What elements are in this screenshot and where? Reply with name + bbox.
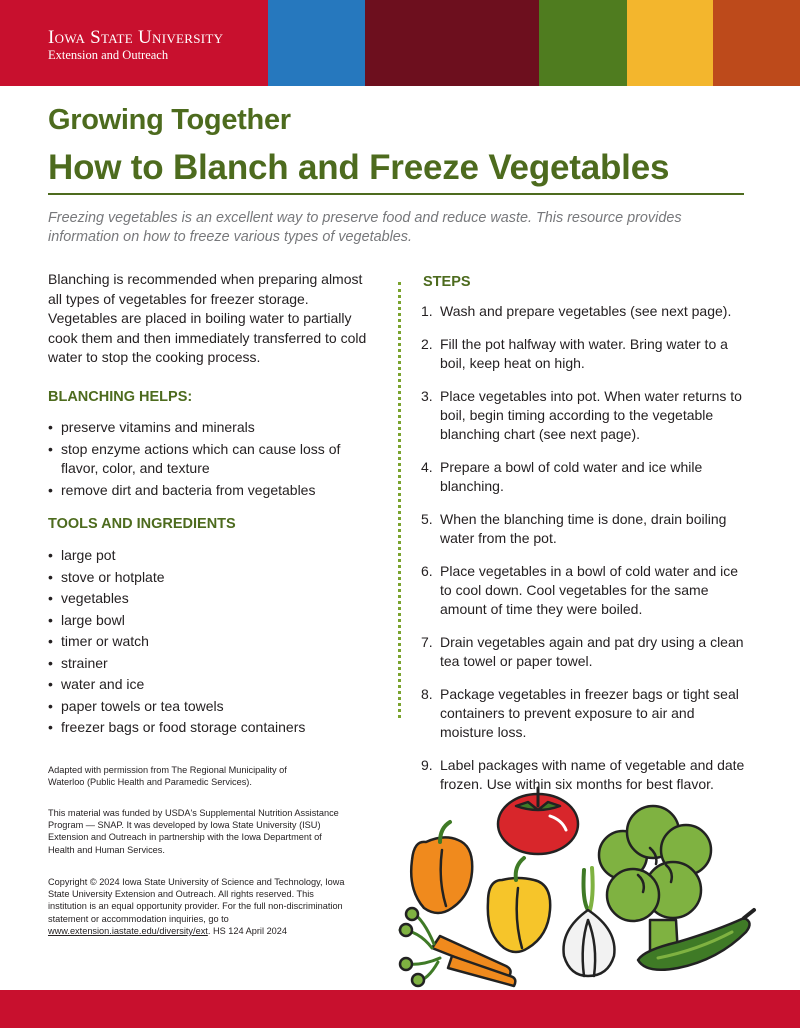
- list-item: • preserve vitamins and minerals: [48, 418, 366, 438]
- header-segment-maroon: [365, 0, 539, 86]
- step-text: Package vegetables in freezer bags or tight seal containers to prevent exposure to air and moisture loss.: [440, 686, 739, 740]
- step-number: 3.: [421, 388, 433, 404]
- step-text: Prepare a bowl of cold water and ice while blanching.: [440, 459, 703, 494]
- yellow-pepper-icon: [488, 858, 550, 952]
- series-title: Growing Together: [48, 104, 291, 136]
- list-item: • stove or hotplate: [48, 568, 366, 588]
- list-item: • freezer bags or food storage containers: [48, 718, 366, 738]
- title-divider: [48, 193, 744, 195]
- step-text: Wash and prepare vegetables (see next page).: [440, 303, 732, 319]
- list-item: • paper towels or tea towels: [48, 697, 366, 717]
- brand-subtitle: Extension and Outreach: [48, 48, 169, 62]
- step-item: [421, 510, 751, 548]
- step-number: 8.: [421, 686, 433, 702]
- step-number: 4.: [421, 459, 433, 475]
- broccoli-icon: [599, 806, 711, 958]
- step-item: [421, 335, 751, 373]
- steps-heading: STEPS: [423, 274, 471, 290]
- step-number: 6.: [421, 563, 433, 579]
- header-segment-green: [539, 0, 627, 86]
- list-item: • vegetables: [48, 589, 366, 609]
- vegetable-illustration: [388, 780, 768, 990]
- step-item: [421, 387, 751, 444]
- footer-bar: [0, 990, 800, 1028]
- step-text: Place vegetables in a bowl of cold water and ice to cool down. Cool vegetables for the same amount of time they were boiled.: [440, 563, 739, 617]
- step-item: [421, 633, 751, 671]
- list-item: • strainer: [48, 654, 366, 674]
- tomato-icon: [498, 788, 578, 854]
- list-item: • stop enzyme actions which can cause loss of flavor, color, and texture: [48, 440, 366, 479]
- brand-name: Iowa State University: [48, 27, 224, 48]
- list-item: • large bowl: [48, 611, 366, 631]
- step-number: 2.: [421, 336, 433, 352]
- step-number: 5.: [421, 511, 433, 527]
- blanching-paragraph: Blanching is recommended when preparing almost all types of vegetables for freezer storage. Vegetables are placed in boiling water to partially cook them and then immediately transferred to cold water to stop the cooking process.: [48, 271, 367, 365]
- tools-heading: TOOLS AND INGREDIENTS: [48, 516, 236, 532]
- step-text: When the blanching time is done, drain boiling water from the pot.: [440, 511, 727, 546]
- page-title: How to Blanch and Freeze Vegetables: [48, 148, 670, 187]
- header-segment-blue: [268, 0, 365, 86]
- intro-text: Freezing vegetables is an excellent way to preserve food and reduce waste. This resource provides information on how to freeze various types of vegetables.: [48, 210, 682, 245]
- steps-list: [421, 302, 751, 808]
- isu-logo: [48, 28, 223, 62]
- step-text: Place vegetables into pot. When water returns to boil, begin timing according to the vegetable blanching chart (see next page).: [440, 388, 742, 442]
- orange-pepper-icon: [411, 822, 472, 913]
- funding-note: This material was funded by USDA's Supplemental Nutrition Assistance Program — SNAP. It was developed by Iowa State University (ISU) Extension and Outreach in partnership with the Iowa Department of Health and Human Services.: [48, 808, 339, 855]
- garlic-icon: [564, 868, 615, 976]
- adapted-note: Adapted with permission from The Regional Municipality of Waterloo (Public Health and Paramedic Services).: [48, 765, 287, 788]
- list-item: • timer or watch: [48, 632, 366, 652]
- blanching-helps-list: [48, 418, 366, 500]
- publication-code: . HS 124 April 2024: [207, 925, 288, 936]
- list-item: • large pot: [48, 546, 366, 566]
- step-item: [421, 302, 751, 321]
- step-number: 9.: [421, 757, 433, 773]
- step-item: [421, 685, 751, 742]
- diversity-link[interactable]: www.extension.iastate.edu/diversity/ext: [48, 925, 208, 936]
- tools-list: [48, 546, 366, 740]
- blanching-helps-heading: BLANCHING HELPS:: [48, 389, 193, 405]
- column-divider: [398, 282, 401, 718]
- list-item: • remove dirt and bacteria from vegetables: [48, 481, 366, 501]
- header-segment-gold: [627, 0, 713, 86]
- copyright-note: [48, 876, 348, 937]
- step-item: [421, 458, 751, 496]
- step-text: Fill the pot halfway with water. Bring water to a boil, keep heat on high.: [440, 336, 728, 371]
- copyright-text: Copyright © 2024 Iowa State University of Science and Technology, Iowa State University Extension and Outreach. All rights reserved. This institution is an equal opportunity provider. For the full non-discrimination statement or accommodation inquiries, go to: [48, 877, 345, 924]
- step-text: Drain vegetables again and pat dry using a clean tea towel or paper towel.: [440, 634, 744, 669]
- header-segment-orange: [713, 0, 800, 86]
- step-number: 7.: [421, 634, 433, 650]
- step-number: 1.: [421, 303, 433, 319]
- step-item: [421, 562, 751, 619]
- list-item: • water and ice: [48, 675, 366, 695]
- step-text: Label packages with name of vegetable and date frozen. Use within six months for best flavor.: [440, 757, 745, 792]
